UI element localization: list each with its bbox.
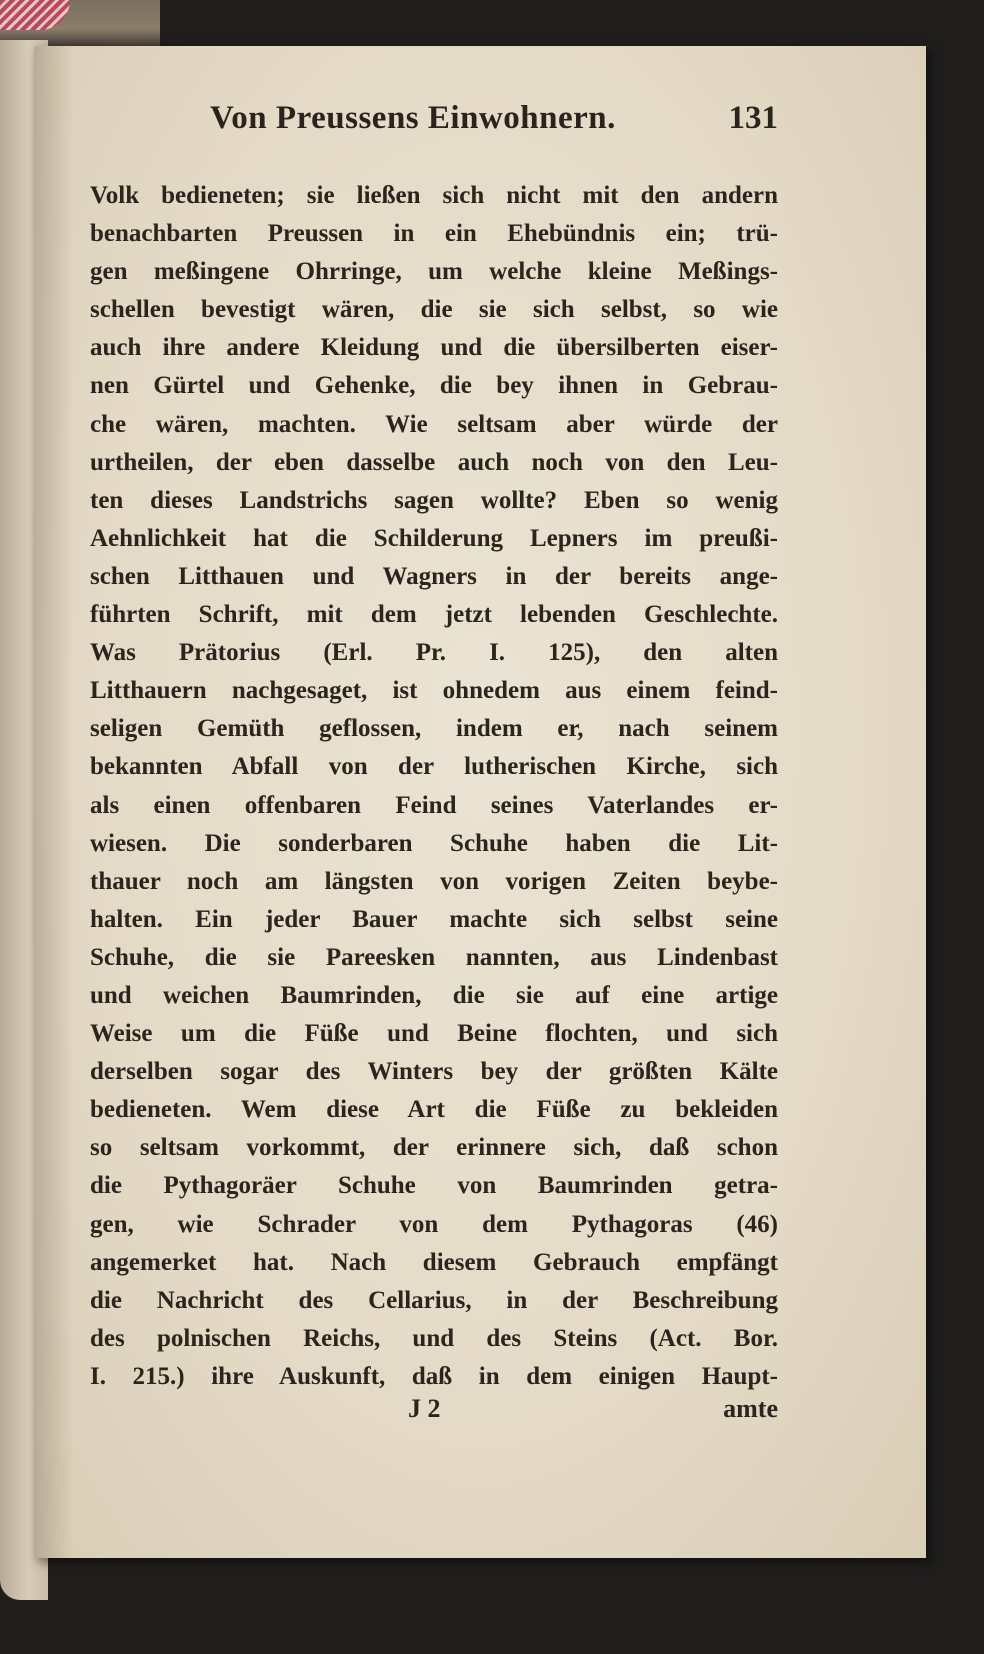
text-line: Was Prätorius (Erl. Pr. I. 125), den alten — [90, 639, 778, 667]
text-line: urtheilen, der eben dasselbe auch noch von den Leu- — [90, 448, 778, 476]
signature-mark: J 2 — [408, 1394, 441, 1423]
text-line: führten Schrift, mit dem jetzt lebenden Geschlechte. — [90, 601, 778, 629]
text-line: che wären, machten. Wie seltsam aber würde der — [90, 410, 778, 438]
text-line: als einen offenbaren Feind seines Vaterlandes er- — [90, 791, 778, 819]
text-line: schellen bevestigt wären, die sie sich selbst, so wie — [90, 296, 778, 324]
text-line: benachbarten Preussen in ein Ehebündnis ein; trü- — [90, 220, 778, 248]
gutter-shadow — [34, 46, 74, 1558]
text-line: Schuhe, die sie Pareesken nannten, aus Lindenbast — [90, 943, 778, 971]
text-line: derselben sogar des Winters bey der größten Kälte — [90, 1058, 778, 1086]
text-line: schen Litthauen und Wagners in der bereits ange- — [90, 562, 778, 590]
text-line: bedieneten. Wem diese Art die Füße zu bekleiden — [90, 1096, 778, 1124]
text-line: so seltsam vorkommt, der erinnere sich, daß schon — [90, 1134, 778, 1162]
text-line: thauer noch am längsten von vorigen Zeiten beybe- — [90, 867, 778, 895]
text-line: halten. Ein jeder Bauer machte sich selbst seine — [90, 905, 778, 933]
text-line: bekannten Abfall von der lutherischen Kirche, sich — [90, 753, 778, 781]
body-text — [90, 177, 778, 1396]
text-line: Litthauern nachgesaget, ist ohnedem aus einem feind- — [90, 677, 778, 705]
text-line: Aehnlichkeit hat die Schilderung Lepners im preußi- — [90, 524, 778, 552]
page-header — [90, 100, 778, 144]
text-line: und weichen Baumrinden, die sie auf eine artige — [90, 981, 778, 1009]
text-line: I. 215.) ihre Auskunft, daß in dem einigen Haupt- — [90, 1362, 778, 1390]
running-title: Von Preussens Einwohnern. — [210, 100, 616, 136]
text-line: ten dieses Landstrichs sagen wollte? Eben so wenig — [90, 486, 778, 514]
text-line: gen meßingene Ohrringe, um welche kleine Meßings- — [90, 258, 778, 286]
text-line: die Pythagoräer Schuhe von Baumrinden getra- — [90, 1172, 778, 1200]
text-line: gen, wie Schrader von dem Pythagoras (46) — [90, 1210, 778, 1238]
page-footer — [90, 1394, 778, 1434]
text-line: Volk bedieneten; sie ließen sich nicht mit den andern — [90, 182, 778, 209]
text-line: seligen Gemüth geflossen, indem er, nach seinem — [90, 715, 778, 743]
text-line: nen Gürtel und Gehenke, die bey ihnen in Gebrau- — [90, 372, 778, 400]
text-line: Weise um die Füße und Beine flochten, und sich — [90, 1020, 778, 1048]
page-number: 131 — [728, 100, 778, 136]
catchword: amte — [723, 1394, 778, 1423]
text-line: des polnischen Reichs, und des Steins (Act. Bor. — [90, 1324, 778, 1352]
text-line: wiesen. Die sonderbaren Schuhe haben die Lit- — [90, 829, 778, 857]
text-line: die Nachricht des Cellarius, in der Beschreibung — [90, 1286, 778, 1314]
text-line: angemerket hat. Nach diesem Gebrauch empfängt — [90, 1248, 778, 1276]
text-line: auch ihre andere Kleidung und die übersilberten eiser- — [90, 334, 778, 362]
